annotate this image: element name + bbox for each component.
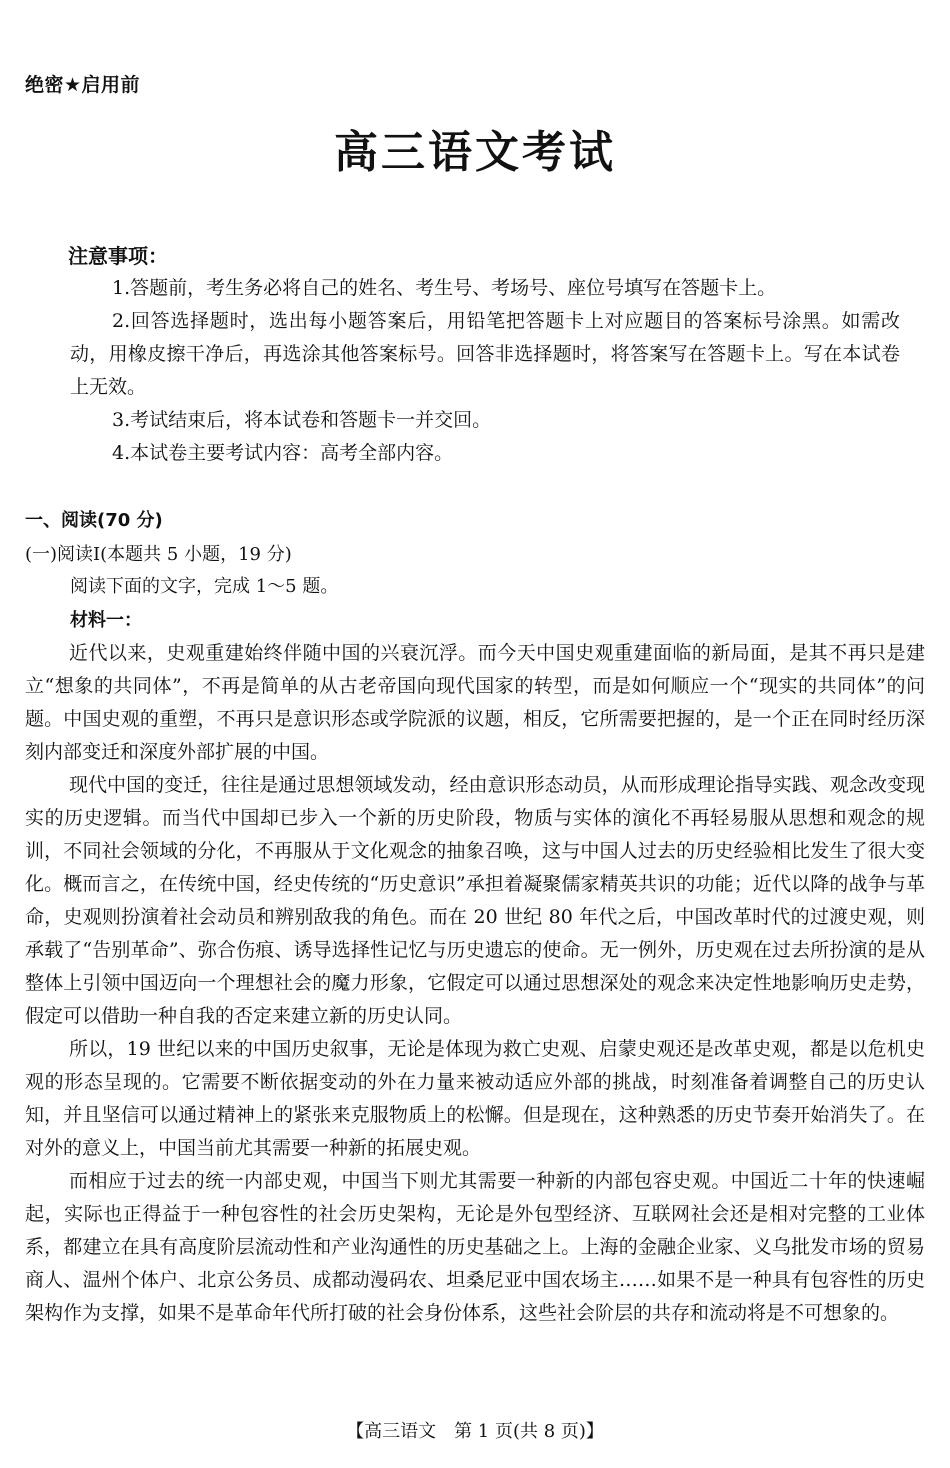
instruction-text: 阅读下面的文字，完成 1～5 题。	[70, 576, 339, 597]
page-title: 高三语文考试	[334, 127, 616, 178]
subsection-title: (一)阅读Ⅰ(本题共 5 小题，19 分)	[25, 544, 292, 565]
passage-paragraph: 近代以来，史观重建始终伴随中国的兴衰沉浮。而今天中国史观重建面临的新局面，是其不再只是建立“想象的共同体”，不再是简单的从古老帝国向现代国家的转型，而是如何顺应一个“现实的共同体”的问题。中国史观的重塑，不再只是意识形态或学院派的议题，相反，它所需要把握的，是一个正在同时经历深刻内部变迁和深度外部扩展的中国。	[25, 642, 925, 763]
passage-paragraph: 现代中国的变迁，往往是通过思想领域发动，经由意识形态动员，从而形成理论指导实践、观念改变现实的历史逻辑。而当代中国却已步入一个新的历史阶段，物质与实体的演化不再轻易服从思想和观念的规训，不同社会领域的分化，不再服从于文化观念的抽象召唤，这与中国人过去的历史经验相比发生了很大变化。概而言之，在传统中国，经史传统的“历史意识”承担着凝聚儒家精英共识的功能；近代以降的战争与革命，史观则扮演着社会动员和辨别敌我的角色。而在 20 世纪 80 年代之后，中国改革时代的过渡史观，则承载了“告别革命”、弥合伤痕、诱导选择性记忆与历史遗忘的使命。无一例外，历史观在过去所扮演的是从整体上引领中国迈向一个理想社会的魔力形象，它假定可以通过思想深处的观念来决定性地影响历史走势，假定可以借助一种自我的否定来建立新的历史认同。	[25, 774, 925, 1027]
notice-list	[70, 272, 900, 470]
passage-paragraph: 而相应于过去的统一内部史观，中国当下则尤其需要一种新的内部包容史观。中国近二十年的快速崛起，实际也正得益于一种包容性的社会历史架构，无论是外包型经济、互联网社会还是相对完整的工业体系，都建立在具有高度阶层流动性和产业沟通性的历史基础之上。上海的金融企业家、义乌批发市场的贸易商人、温州个体户、北京公务员、成都动漫码农、坦桑尼亚中国农场主……如果不是一种具有包容性的历史架构作为支撑，如果不是革命年代所打破的社会身份体系，这些社会阶层的共存和流动将是不可想象的。	[25, 1170, 925, 1324]
page-footer: 【高三语文 第 1 页(共 8 页)】	[346, 1421, 604, 1442]
reading-passage	[25, 637, 925, 1330]
notice-item: 4.本试卷主要考试内容：高考全部内容。	[112, 442, 454, 464]
notice-item: 1.答题前，考生务必将自己的姓名、考生号、考场号、座位号填写在答题卡上。	[112, 277, 777, 299]
section-title: 一、阅读(70 分)	[25, 510, 163, 531]
notice-item: 2.回答选择题时，选出每小题答案后，用铅笔把答题卡上对应题目的答案标号涂黑。如需改动，用橡皮擦干净后，再选涂其他答案标号。回答非选择题时，将答案写在答题卡上。写在本试卷上无效。	[70, 310, 900, 398]
passage-paragraph: 所以，19 世纪以来的中国历史叙事，无论是体现为救亡史观、启蒙史观还是改革史观，都是以危机史观的形态呈现的。它需要不断依据变动的外在力量来被动适应外部的挑战，时刻准备着调整自己的历史认知，并且坚信可以通过精神上的紧张来克服物质上的松懈。但是现在，这种熟悉的历史节奏开始消失了。在对外的意义上，中国当前尤其需要一种新的拓展史观。	[25, 1038, 925, 1159]
material-label: 材料一：	[70, 610, 142, 631]
notice-heading: 注意事项：	[68, 244, 168, 268]
confidential-label: 绝密★启用前	[25, 74, 141, 96]
notice-item: 3.考试结束后，将本试卷和答题卡一并交回。	[112, 409, 492, 431]
